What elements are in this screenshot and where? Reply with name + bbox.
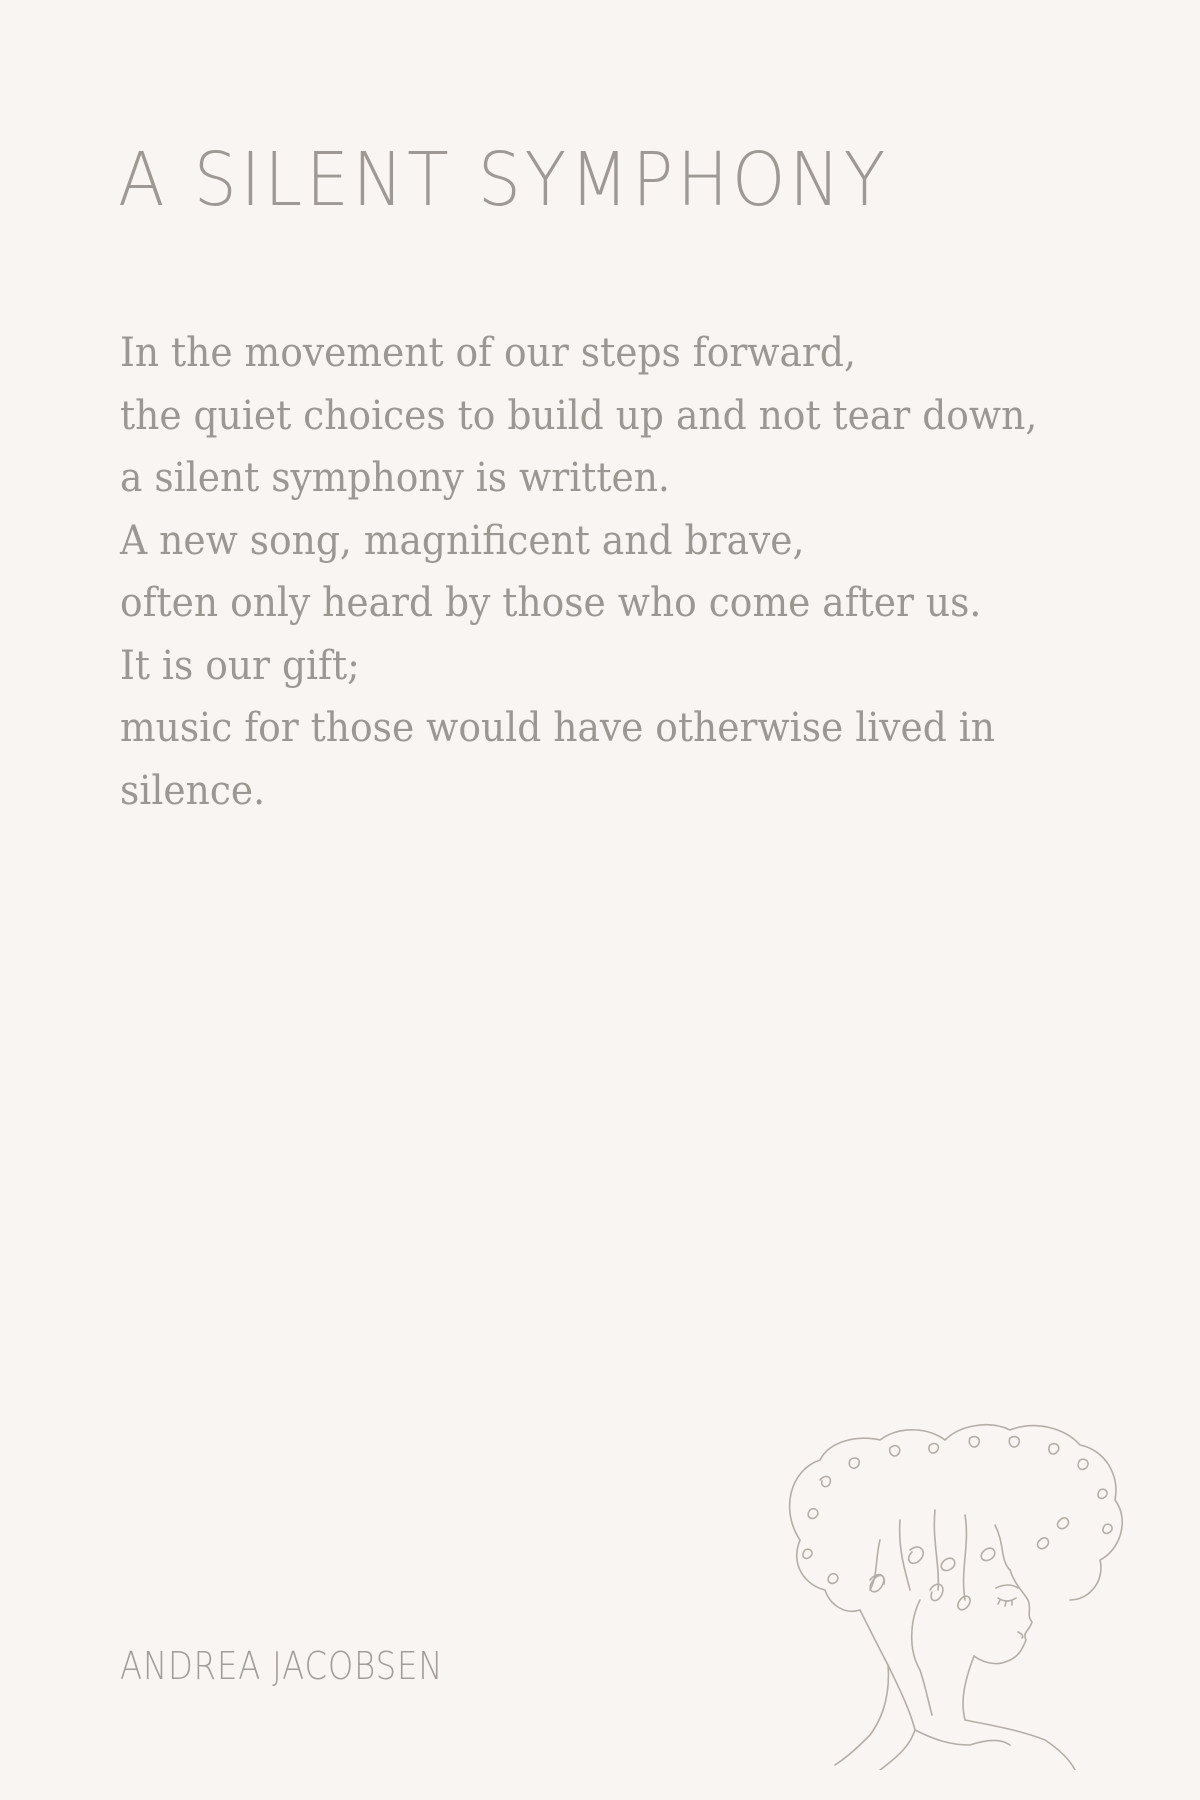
- poem-line: often only heard by those who come after us.: [120, 580, 982, 626]
- poem-body: [120, 322, 1120, 822]
- poem-line: A new song, magnificent and brave,: [120, 517, 805, 564]
- poem-line: a silent symphony is written.: [120, 455, 670, 501]
- poem-line: In the movement of our steps forward,: [120, 330, 856, 376]
- poem-line: the quiet choices to build up and not tear down,: [120, 392, 1038, 439]
- author-name: ANDREA JACOBSEN: [120, 1644, 444, 1688]
- two-faces-line-art-icon: [760, 1400, 1140, 1770]
- poem-line: It is our gift;: [120, 642, 360, 689]
- poem-line: silence.: [120, 767, 266, 814]
- poem-line: music for those would have otherwise lived in: [120, 705, 996, 751]
- poem-title: A SILENT SYMPHONY: [118, 137, 890, 223]
